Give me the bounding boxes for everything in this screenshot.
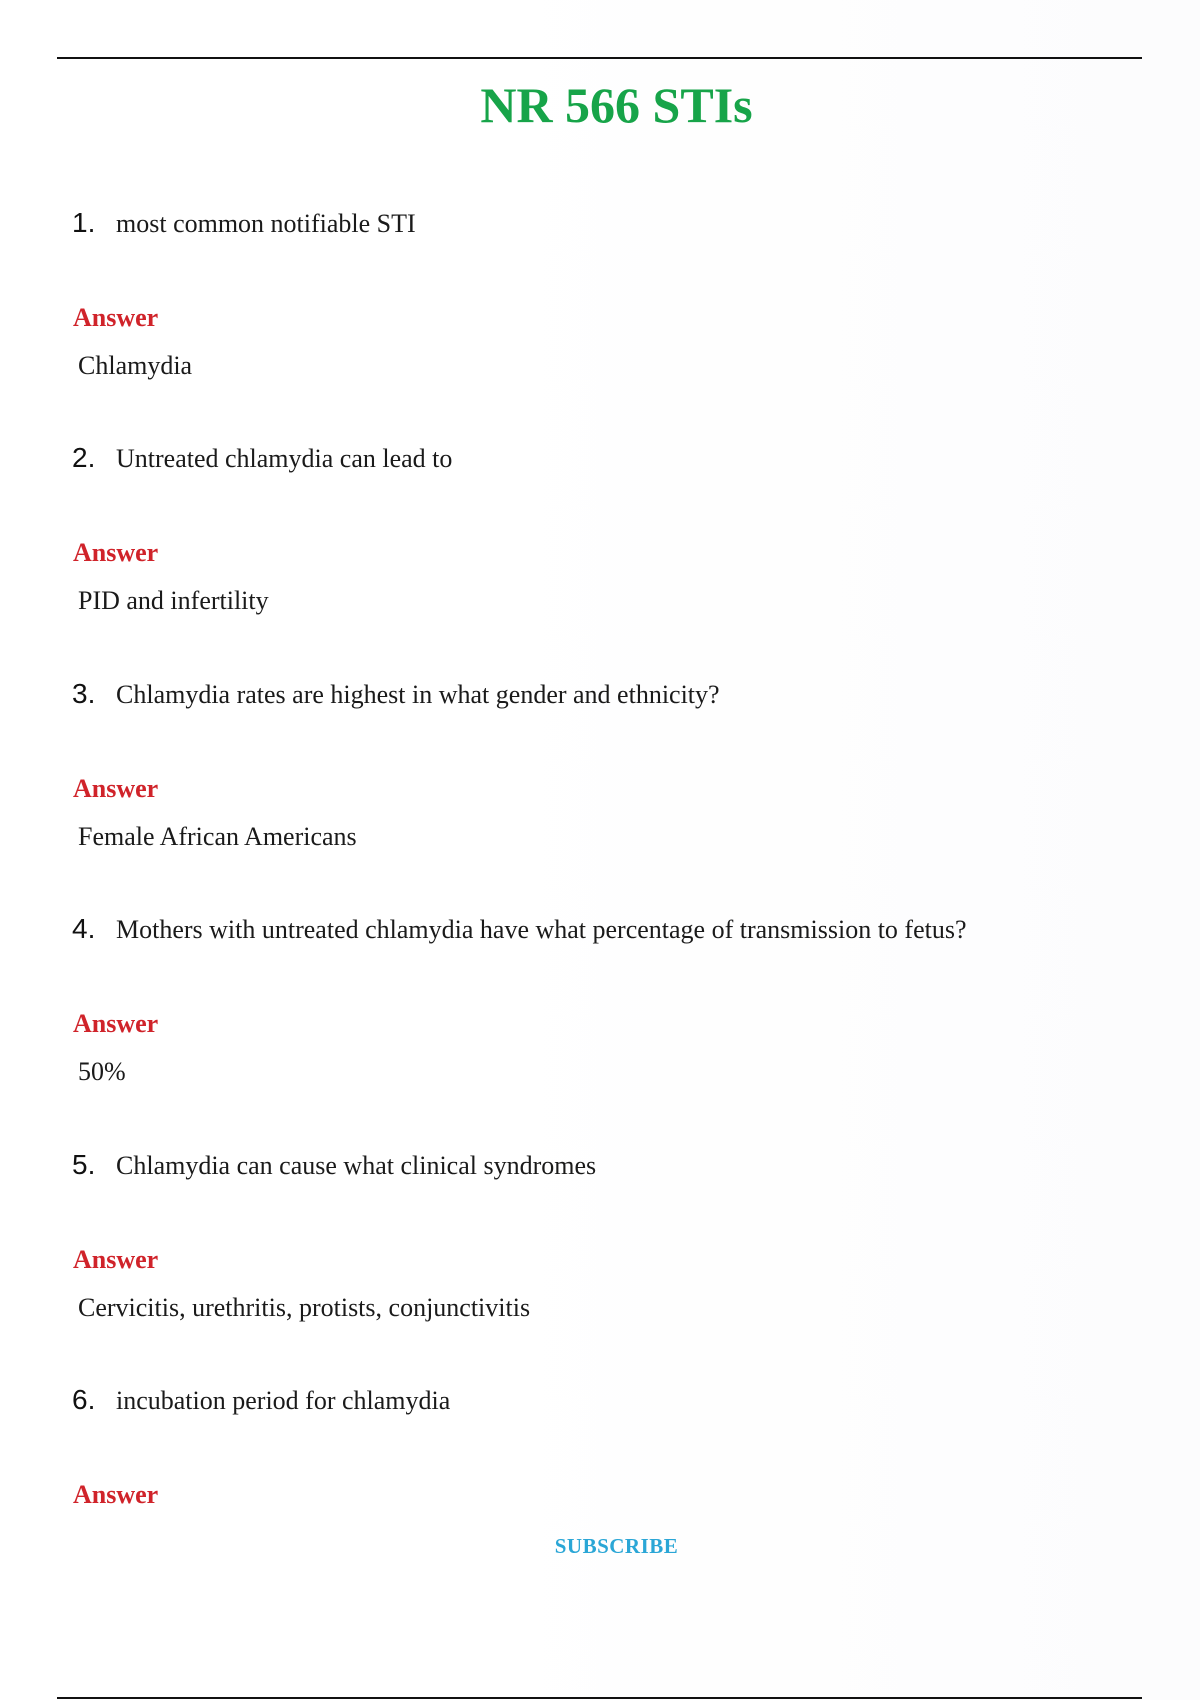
answer-text: Chlamydia	[78, 351, 193, 380]
answer-label: Answer	[73, 1009, 159, 1038]
answer-text: Cervicitis, urethritis, protists, conjunctivitis	[78, 1293, 531, 1322]
question-text: Chlamydia can cause what clinical syndromes	[116, 1151, 597, 1180]
question-text: most common notifiable STI	[116, 209, 416, 238]
question	[72, 207, 1132, 247]
question-number: 6.	[72, 1384, 96, 1415]
answer-text: PID and infertility	[78, 586, 269, 615]
document-title: NR 566 STIs	[480, 77, 753, 133]
answer-label: Answer	[73, 538, 159, 567]
question-text: Untreated chlamydia can lead to	[116, 444, 453, 473]
qa-item	[72, 1384, 1132, 1509]
answer-text: Female African Americans	[78, 822, 357, 851]
qa-item	[72, 1149, 1132, 1322]
answer-label: Answer	[73, 303, 159, 332]
top-rule	[57, 57, 1142, 59]
question-number: 3.	[72, 678, 96, 709]
question-number: 4.	[72, 913, 96, 944]
answer-text: 50%	[78, 1057, 126, 1086]
qa-item	[72, 678, 1132, 851]
qa-item	[72, 442, 1132, 615]
subscribe-link[interactable]: SUBSCRIBE	[554, 1534, 679, 1558]
answer-label: Answer	[73, 1245, 159, 1274]
question	[72, 1384, 1132, 1424]
question-text: Mothers with untreated chlamydia have what percentage of transmission to fetus?	[116, 915, 967, 944]
question-text: Chlamydia rates are highest in what gender and ethnicity?	[116, 680, 720, 709]
qa-item	[72, 207, 1132, 380]
question-text: incubation period for chlamydia	[116, 1386, 451, 1415]
question	[72, 913, 1132, 953]
question	[72, 442, 1132, 482]
question	[72, 678, 1132, 718]
question-number: 5.	[72, 1149, 96, 1180]
answer-label: Answer	[73, 774, 159, 803]
bottom-rule	[57, 1697, 1142, 1699]
answer-label: Answer	[73, 1480, 159, 1509]
question-number: 1.	[72, 207, 96, 238]
question	[72, 1149, 1132, 1189]
qa-item	[72, 913, 1132, 1086]
question-number: 2.	[72, 442, 96, 473]
